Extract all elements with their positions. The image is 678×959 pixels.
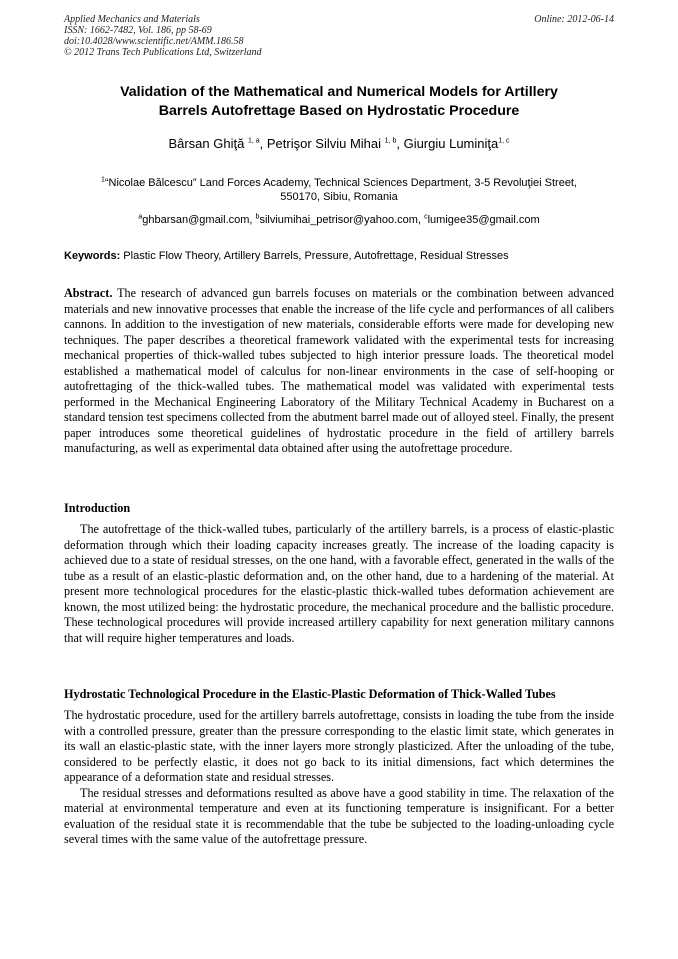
abstract-text: The research of advanced gun barrels focuses on materials or the combination between advanced materials and new innovative processes that enable the increase of the life cycle and performances of all calibers cannons. In addition to the investigation of new materials, considerable efforts were made for developing new techniques. The paper describes a theoretical framework validated with the experimental tests for increasing mechanical properties of thick-walled tubes subjected to high interior pressure loads. The theoretical model established a mathematical model of calculus for non-linear environments in the case of self-hooping or autofrettaging of the thick-walled tubes. The mathematical model was validated with experimental tests performed in the Mechanical Engineering Laboratory of the Military Technical Academy in Bucharest on a standard tension test specimens collected from the abutment barrel made out of alloyed steel. Finally, the present paper introduces some theoretical guidelines of hydrostatic procedure in the field of artillery barrels manufacturing, as well as experimental data obtained after using the autofrettage procedure. — [64, 286, 614, 455]
email-mark: b — [255, 213, 260, 221]
author-affil-mark: 1, c — [498, 137, 510, 145]
introduction-section — [64, 522, 614, 646]
affiliation-line-1: “Nicolae Bălcescu” Land Forces Academy, Technical Sciences Department, 3-5 Revoluţiei Street, — [104, 177, 578, 189]
issn-line: ISSN: 1662-7482, Vol. 186, pp 58-69 — [64, 25, 212, 36]
author-name: Giurgiu Luminiţa — [403, 136, 499, 151]
journal-name: Applied Mechanics and Materials — [64, 14, 200, 25]
email-mark: c — [424, 213, 428, 221]
email-address[interactable]: ghbarsan@gmail.com — [142, 214, 250, 226]
abstract-label: Abstract. — [64, 286, 113, 300]
hydrostatic-section — [64, 708, 614, 848]
author-name: Petrişor Silviu Mihai — [266, 136, 382, 151]
email-address[interactable]: lumigee35@gmail.com — [427, 214, 540, 226]
author-separator: , — [259, 136, 267, 151]
hydrostatic-heading: Hydrostatic Technological Procedure in the Elastic-Plastic Deformation of Thick-Walled Tubes — [64, 687, 556, 701]
author-list — [64, 136, 614, 152]
author-separator: , — [396, 136, 404, 151]
email-list: $^a$ghbarsan@gmail.com, $^b$silviumihai_petrisor@yahoo.com, $^c$lumigee35@gmail.com — [138, 213, 540, 226]
paper-title — [64, 83, 614, 121]
hydrostatic-paragraph-2: The residual stresses and deformations resulted as above have a good stability in time. The relaxation of the material at environmental temperature and even at its functioning temperature is insignificant. For a better evaluation of the residual state it is recommendable that the tube be subjected to the loading-unloading cycle several times with the same value of the autofrettage pressure. — [64, 785, 614, 846]
title-line-1: Validation of the Mathematical and Numerical Models for Artillery — [120, 84, 558, 100]
email-mark: a — [138, 213, 143, 221]
author-affil-mark: 1, a — [247, 137, 260, 145]
doi-line[interactable]: doi:10.4028/www.scientific.net/AMM.186.58 — [64, 36, 244, 47]
introduction-heading: Introduction — [64, 501, 131, 515]
title-line-2: Barrels Autofrettage Based on Hydrostatic Procedure — [158, 103, 520, 119]
author-affil-mark: 1, b — [384, 137, 397, 145]
hydrostatic-paragraph-1: The hydrostatic procedure, used for the artillery barrels autofrettage, consists in loading the tube from the inside with a controlled pressure, greater than the pressure corresponding to the elastic limit state, which generates in its wall an elastic-plastic state, with the inner layers more strongly plasticized. After the unloading of the tube, considered to be perfectly elastic, it does not go back to its initial dimensions, fact which determines the appearance of a deformation state and residual stresses. — [64, 708, 614, 784]
affiliation-line-2: 550170, Sibiu, Romania — [280, 191, 398, 203]
email-address[interactable]: silviumihai_petrisor@yahoo.com — [259, 214, 418, 226]
online-date: Online: 2012-06-14 — [534, 14, 614, 25]
abstract — [64, 286, 614, 457]
author-name: Bârsan Ghiţă — [168, 136, 245, 151]
affiliation — [64, 176, 614, 204]
keywords-label: Keywords: — [64, 250, 121, 262]
keywords-text: Plastic Flow Theory, Artillery Barrels, Pressure, Autofrettage, Residual Stresses — [120, 250, 509, 262]
introduction-paragraph: The autofrettage of the thick-walled tubes, particularly of the artillery barrels, is a process of elastic-plastic deformation through which their loading capacity increases greatly. The increase of the loading capacity is achieved due to a state of residual stresses, on the one hand, with a favorable effect, generated in the walls of the tube as a result of an elastic-plastic deformation and, on the other hand, due to a hardening of the material. At present more technological procedures for the elastic-plastic thick-walled tubes deformation achievement are known, the most utilized being: the hydrostatic procedure, the mechanical procedure and the ballistic procedure. These technological procedures will provide increased artillery capability for next generation military cannons that will require higher temperatures and loads. — [64, 522, 614, 645]
journal-header — [64, 14, 262, 58]
keywords — [64, 249, 614, 263]
copyright-line: © 2012 Trans Tech Publications Ltd, Switzerland — [64, 47, 262, 58]
affiliation-mark: 1 — [100, 176, 105, 184]
